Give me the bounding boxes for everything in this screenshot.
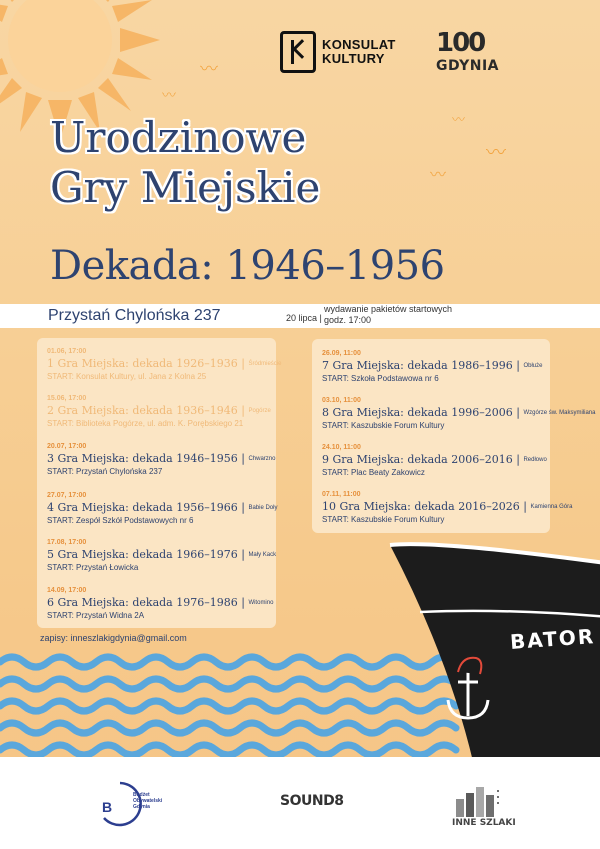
- event-start: START: Szkoła Podstawowa nr 6: [322, 374, 439, 383]
- konsulat-line2: KULTURY: [322, 51, 385, 66]
- event-item: [322, 444, 547, 477]
- inne-szlaki-logo: INNE SZLAKI: [452, 818, 516, 828]
- event-date: 03.10, 11:00: [322, 397, 361, 404]
- event-title: 6 Gra Miejska: dekada 1976–1986 | Witomino: [47, 596, 274, 609]
- seagull-icon: 〰: [162, 87, 176, 103]
- event-date: 27.07, 17:00: [47, 492, 87, 499]
- event-item: [322, 350, 542, 383]
- pickup-line1: wydawanie pakietów startowych: [324, 304, 453, 314]
- event-title: 9 Gra Miejska: dekada 2006–2016 | Redłowo: [322, 453, 547, 466]
- seagull-icon: 〰: [200, 59, 218, 79]
- event-title: 3 Gra Miejska: dekada 1946–1956 | Chwarzno: [47, 452, 276, 465]
- event-title: 4 Gra Miejska: dekada 1956–1966 | Babie Doły: [47, 501, 278, 514]
- konsulat-line1: KONSULAT: [322, 37, 396, 52]
- title-line-1: Urodzinowe: [50, 115, 320, 161]
- event-title: 10 Gra Miejska: dekada 2016–2026 | Kamienna Góra: [322, 500, 573, 513]
- event-start: START: Kaszubskie Forum Kultury: [322, 515, 445, 524]
- pickup-line2: godz. 17:00: [324, 315, 372, 325]
- event-title: 8 Gra Miejska: dekada 1996–2006 | Wzgórze św. Maksymiliana: [322, 406, 596, 419]
- event-title: 7 Gra Miejska: dekada 1986–1996 | Obłuże: [322, 359, 543, 372]
- ship-name: BATOR: [509, 624, 596, 654]
- inne-szlaki-logo-icon: [452, 785, 502, 817]
- seagull-icon: 〰: [430, 167, 447, 184]
- event-item: [47, 348, 281, 381]
- event-item: [322, 491, 572, 524]
- event-date: 15.06, 17:00: [47, 395, 87, 402]
- event-start: START: Zespół Szkół Podstawowych nr 6: [47, 516, 194, 525]
- budzet-letter: B: [102, 799, 113, 815]
- place-text: Przystań Chylońska 237: [48, 307, 221, 324]
- event-item: [47, 395, 271, 428]
- seagull-icon: 〰: [486, 142, 506, 164]
- event-item: [322, 397, 595, 430]
- signup-email[interactable]: zapisy: inneszlakigdynia@gmail.com: [40, 633, 187, 643]
- schedule-card-left: [37, 338, 282, 628]
- page-title: [50, 115, 320, 211]
- event-start: START: Biblioteka Pogórze, ul. adm. K. Porębskiego 21: [47, 419, 244, 428]
- event-date: 07.11, 11:00: [322, 491, 361, 498]
- event-date: 20.07, 17:00: [47, 443, 87, 450]
- event-date: 01.06, 17:00: [47, 348, 87, 355]
- event-item: [47, 443, 275, 476]
- event-item: [47, 539, 276, 572]
- event-start: START: Przystań Chylońska 237: [47, 467, 163, 476]
- ship-illustration: [380, 540, 600, 770]
- event-date: 14.09, 17:00: [47, 587, 87, 594]
- event-date: 26.09, 11:00: [322, 350, 361, 357]
- gdynia-100-logo: [436, 30, 516, 74]
- schedule-card-right: [312, 339, 596, 533]
- event-start: START: Konsulat Kultury, ul. Jana z Kolna 25: [47, 372, 207, 381]
- anniversary-number: 100: [436, 28, 485, 58]
- anniversary-city: GDYNIA: [436, 58, 499, 74]
- event-start: START: Przystań Widna 2A: [47, 611, 145, 620]
- konsulat-k-icon: [280, 31, 316, 73]
- event-title: 2 Gra Miejska: dekada 1936–1946 | Pogórze: [47, 404, 271, 417]
- budzet-text: Budżet Obywatelski Gdynia: [133, 792, 163, 810]
- event-title: 1 Gra Miejska: dekada 1926–1936 | Śródmieście: [47, 357, 282, 370]
- subtitle: Dekada: 1946–1956: [50, 243, 445, 289]
- event-start: START: Kaszubskie Forum Kultury: [322, 421, 445, 430]
- pickup-info: [324, 304, 452, 326]
- event-date: 24.10, 11:00: [322, 444, 361, 451]
- event-item: [47, 587, 273, 620]
- seagull-icon: 〰: [452, 112, 466, 127]
- event-item: [47, 492, 277, 525]
- konsulat-kultury-logo: [280, 31, 396, 73]
- event-date: 17.08, 17:00: [47, 539, 87, 546]
- event-start: START: Przystań Łowicka: [47, 563, 139, 572]
- event-title: 5 Gra Miejska: dekada 1966–1976 | Mały Kack: [47, 548, 277, 561]
- date-text: 20 lipca |: [286, 313, 322, 323]
- sound8-logo: SOUND8: [280, 793, 344, 809]
- title-line-2: Gry Miejskie: [50, 165, 320, 211]
- event-start: START: Plac Beaty Zakowicz: [322, 468, 425, 477]
